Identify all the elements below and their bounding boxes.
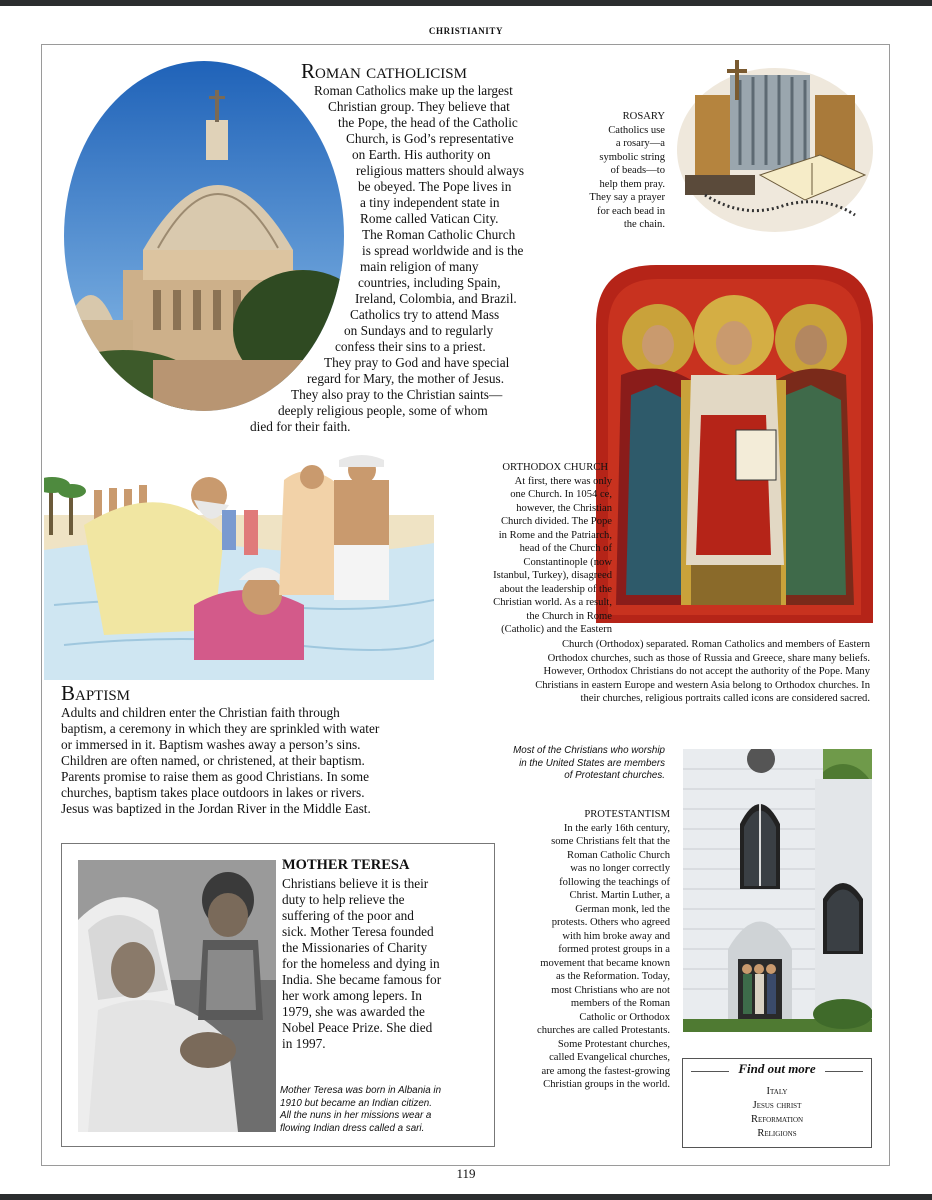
text-line: formed protest groups in a bbox=[558, 944, 670, 955]
text-line: symbolic string bbox=[599, 151, 665, 163]
text-line: flowing Indian dress called a sari. bbox=[280, 1122, 425, 1134]
text-line: of beads—to bbox=[610, 165, 665, 176]
text-line: with him broke away and bbox=[562, 930, 670, 942]
baptism-text bbox=[61, 705, 461, 817]
protestant-church-photo bbox=[683, 749, 872, 1032]
link-religions[interactable]: Religions bbox=[757, 1128, 797, 1139]
baptism-title: Baptism bbox=[61, 681, 131, 705]
text-line: Jesus was baptized in the Jordan River in the Middle East. bbox=[61, 801, 371, 816]
link-jesus-christ[interactable]: Jesus christ bbox=[752, 1100, 802, 1111]
text-line: sick. Mother Teresa founded bbox=[282, 924, 434, 939]
text-line: religious matters should always bbox=[356, 163, 525, 178]
text-line: a tiny independent state in bbox=[360, 195, 500, 210]
mother-teresa-photo bbox=[78, 860, 276, 1132]
text-line: movement that became known bbox=[540, 957, 670, 969]
text-line: is spread worldwide and is the bbox=[362, 243, 524, 258]
text-line: suffering of the poor and bbox=[282, 908, 414, 923]
mother-teresa-caption bbox=[280, 1085, 490, 1135]
text-line: head of the Church of bbox=[519, 543, 612, 554]
link-italy[interactable]: Italy bbox=[766, 1086, 788, 1097]
find-out-more-box bbox=[682, 1058, 872, 1148]
text-line: was no longer correctly bbox=[570, 863, 670, 874]
text-line: confess their sins to a priest. bbox=[335, 339, 486, 354]
text-line: members of the Roman bbox=[570, 998, 670, 1009]
text-line: Constantinople (now bbox=[523, 556, 612, 568]
text-line: Catholics try to attend Mass bbox=[350, 307, 500, 322]
text-line: however, the Christian bbox=[516, 502, 612, 514]
text-line: Church divided. The Pope bbox=[500, 516, 612, 527]
orthodox-icon-painting bbox=[596, 265, 873, 623]
orthodox-caption-continued bbox=[430, 638, 870, 706]
text-line: The Roman Catholic Church bbox=[362, 227, 516, 242]
text-line: deeply religious people, some of whom bbox=[278, 403, 488, 418]
text-line: churches are called Protestants. bbox=[537, 1025, 670, 1036]
text-line: the chain. bbox=[623, 219, 665, 230]
text-line: their churches, religious portraits called icons are considered sacred. bbox=[580, 693, 870, 704]
text-line: duty to help relieve the bbox=[282, 892, 405, 907]
rosary-title: ROSARY bbox=[622, 111, 665, 122]
rosary-illustration bbox=[675, 55, 875, 235]
find-out-more-list bbox=[683, 1085, 871, 1141]
text-line: At first, there was only bbox=[514, 475, 612, 487]
text-line: are among the fastest-growing bbox=[541, 1065, 670, 1077]
running-header: CHRISTIANITY bbox=[428, 26, 504, 36]
text-line: be obeyed. The Pope lives in bbox=[358, 179, 512, 194]
text-line: German monk, led the bbox=[575, 903, 670, 915]
bottom-border-bar bbox=[0, 1194, 932, 1200]
text-line: Nobel Peace Prize. She died bbox=[282, 1020, 433, 1035]
protestantism-caption bbox=[500, 808, 670, 1092]
text-line: on Earth. His authority on bbox=[352, 147, 491, 162]
top-border-bar bbox=[0, 0, 932, 6]
text-line: Christian world. As a result, bbox=[493, 597, 612, 608]
roman-catholicism-title: Roman catholicism bbox=[301, 59, 467, 83]
text-line: India. She became famous for bbox=[282, 972, 442, 987]
text-line: died for their faith. bbox=[250, 419, 351, 434]
text-line: In the early 16th century, bbox=[563, 822, 670, 834]
text-line: They say a prayer bbox=[589, 192, 665, 203]
rosary-caption bbox=[565, 110, 665, 232]
link-reformation[interactable]: Reformation bbox=[750, 1114, 804, 1125]
text-line: following the teachings of bbox=[559, 876, 670, 888]
text-line: Christians in eastern Europe and western Asia belong to Orthodox churches. In bbox=[535, 679, 870, 691]
text-line: Orthodox churches, such as those of Russia and Greece, share many beliefs. bbox=[547, 652, 870, 664]
text-line: the Church in Rome bbox=[526, 610, 612, 622]
text-line: main religion of many bbox=[360, 259, 479, 274]
text-line: protests. Others who agreed bbox=[551, 917, 670, 928]
text-line: called Evangelical churches, bbox=[549, 1052, 670, 1063]
text-line: churches, baptism takes place outdoors in lakes or rivers. bbox=[61, 785, 365, 800]
baptism-illustration bbox=[44, 455, 434, 680]
text-line: for each bead in bbox=[597, 205, 665, 217]
text-line: They also pray to the Christian saints— bbox=[291, 387, 503, 402]
text-line: countries, including Spain, bbox=[358, 275, 501, 290]
text-line: in Rome and the Patriarch, bbox=[498, 529, 612, 541]
text-line: in the United States are members bbox=[519, 757, 665, 769]
text-line: regard for Mary, the mother of Jesus. bbox=[307, 371, 505, 386]
text-line: Roman Catholic Church bbox=[567, 849, 670, 861]
text-line: some Christians felt that the bbox=[551, 836, 670, 847]
text-line: All the nuns in her missions wear a bbox=[280, 1110, 432, 1121]
text-line: 1979, she was awarded the bbox=[282, 1004, 425, 1019]
text-line: Christians believe it is their bbox=[282, 876, 429, 891]
text-line: help them pray. bbox=[599, 178, 665, 190]
text-line: about the leadership of the bbox=[499, 583, 612, 595]
text-line: most Christians who are not bbox=[551, 984, 670, 996]
text-line: They pray to God and have special bbox=[324, 355, 510, 370]
text-line: Catholics use bbox=[608, 124, 665, 136]
text-line: Ireland, Colombia, and Brazil. bbox=[355, 291, 517, 306]
page-number: 119 bbox=[456, 1166, 476, 1181]
text-line: Roman Catholics make up the largest bbox=[314, 83, 513, 98]
text-line: Some Protestant churches, bbox=[557, 1038, 670, 1050]
text-line: or immersed in it. Baptism washes away a person’s sins. bbox=[61, 737, 361, 752]
text-line: Christ. Martin Luther, a bbox=[569, 890, 670, 901]
orthodox-caption bbox=[432, 461, 612, 637]
mother-teresa-text bbox=[282, 876, 487, 1052]
text-line: Parents promise to raise them as good Christians. In some bbox=[61, 769, 369, 784]
text-line: one Church. In 1054 ce, bbox=[510, 489, 612, 500]
text-line: Christian group. They believe that bbox=[328, 99, 510, 114]
mother-teresa-title: MOTHER TERESA bbox=[282, 857, 410, 873]
mother-teresa-box bbox=[61, 843, 495, 1147]
text-line: her work among lepers. In bbox=[282, 988, 422, 1003]
text-line: on Sundays and to regularly bbox=[344, 323, 494, 338]
us-church-caption bbox=[480, 745, 665, 783]
text-line: Adults and children enter the Christian faith through bbox=[61, 705, 340, 720]
text-line: the Pope, the head of the Catholic bbox=[338, 115, 518, 130]
protestantism-title: PROTESTANTISM bbox=[584, 809, 670, 820]
text-line: 1910 but became an Indian citizen. bbox=[280, 1097, 432, 1109]
text-line: (Catholic) and the Eastern bbox=[501, 624, 612, 635]
text-line: in 1997. bbox=[282, 1036, 326, 1051]
text-line: the Missionaries of Charity bbox=[282, 940, 428, 955]
text-line: Christian groups in the world. bbox=[543, 1079, 670, 1090]
text-line: a rosary—a bbox=[615, 138, 665, 149]
text-line: Church (Orthodox) separated. Roman Catholics and members of Eastern bbox=[561, 639, 870, 650]
orthodox-title: ORTHODOX CHURCH bbox=[502, 462, 608, 473]
text-line: Istanbul, Turkey), disagreed bbox=[493, 570, 612, 581]
text-line: Rome called Vatican City. bbox=[360, 211, 499, 226]
text-line: for the homeless and dying in bbox=[282, 956, 440, 971]
roman-catholicism-text bbox=[250, 83, 560, 435]
find-out-more-title: Find out more bbox=[738, 1061, 816, 1076]
text-line: Church, is God’s representative bbox=[346, 131, 514, 146]
text-line: baptism, a ceremony in which they are sprinkled with water bbox=[61, 721, 380, 736]
text-line: of Protestant churches. bbox=[564, 770, 665, 781]
text-line: However, Orthodox Christians do not accept the authority of the Pope. Many bbox=[543, 666, 870, 677]
text-line: Catholic or Orthodox bbox=[579, 1011, 670, 1023]
text-line: Children are often named, or christened, at their baptism. bbox=[61, 753, 365, 768]
text-line: as the Reformation. Today, bbox=[556, 971, 670, 982]
text-line: Most of the Christians who worship bbox=[513, 745, 665, 756]
text-line: Mother Teresa was born in Albania in bbox=[280, 1085, 442, 1096]
